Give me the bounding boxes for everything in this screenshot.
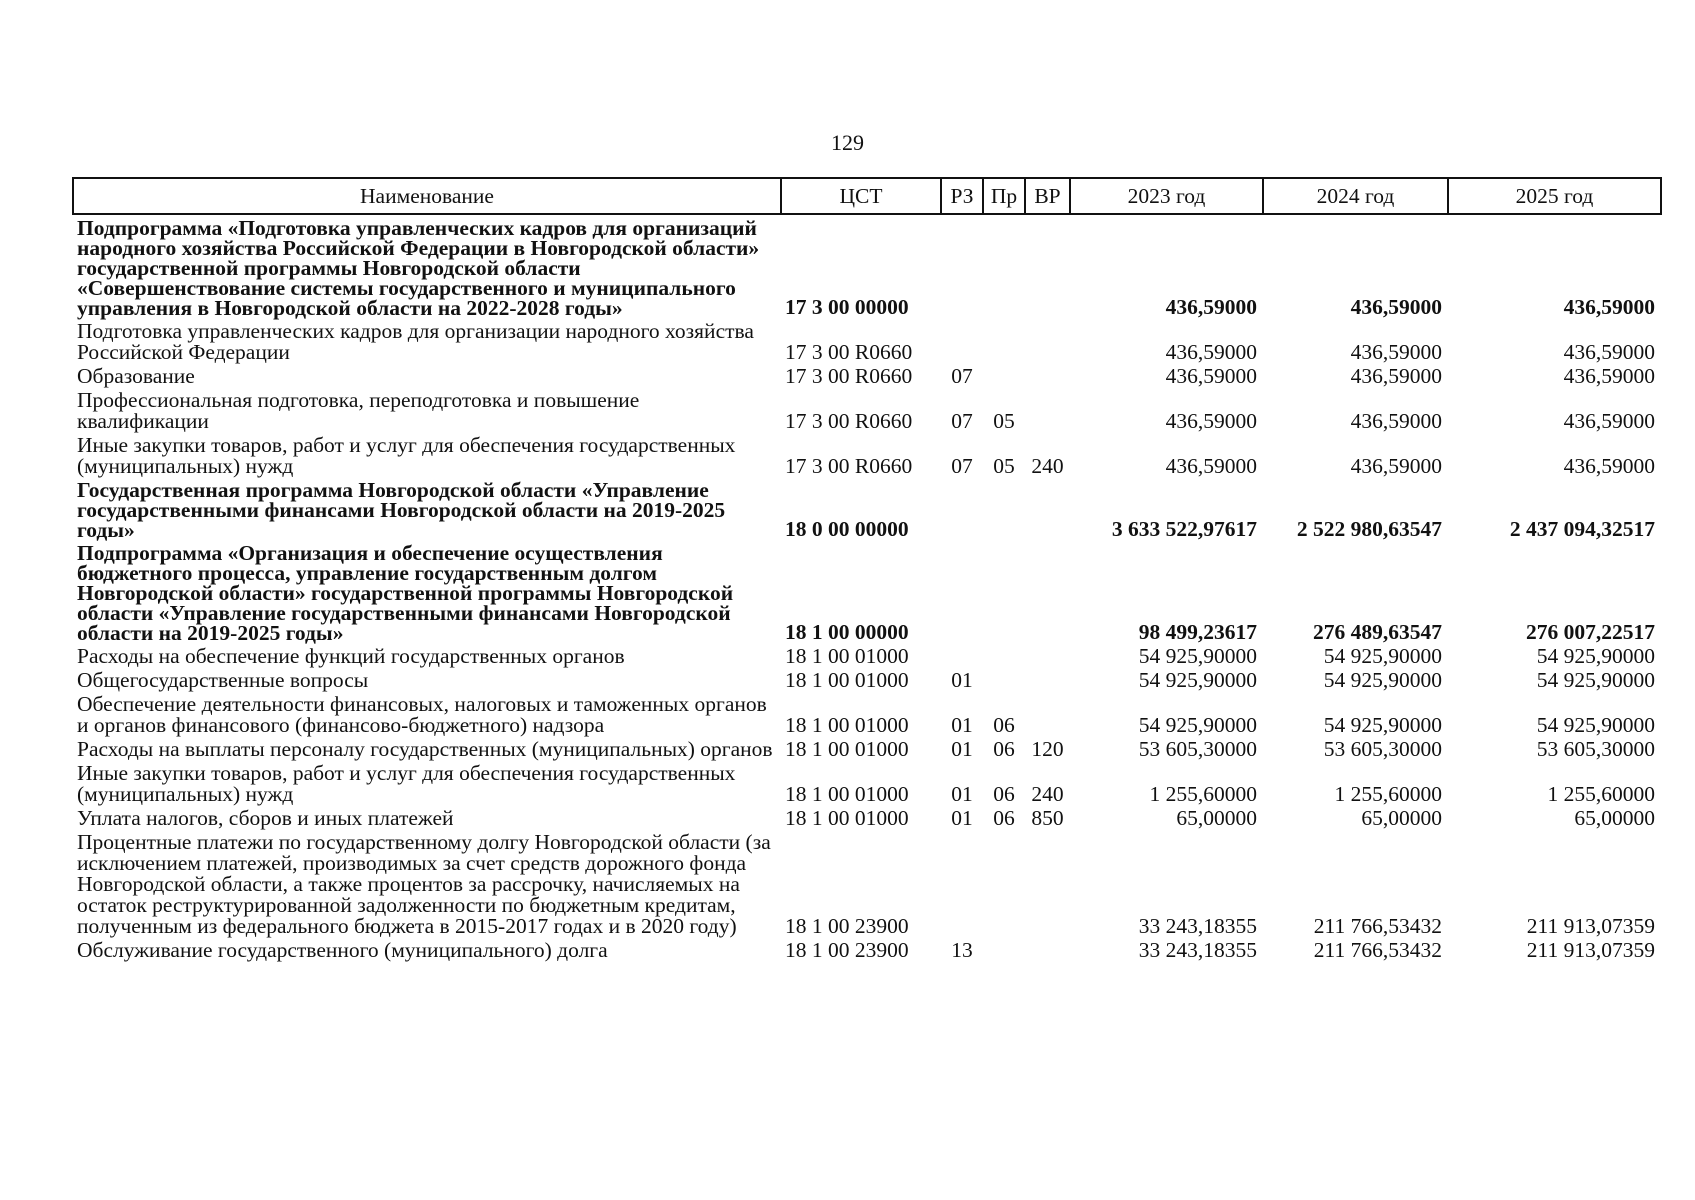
row-name: Профессиональная подготовка, переподготовка и повышение квалификации [77,388,640,433]
table-row [73,432,1661,477]
row-cst: 18 1 00 23900 [785,914,909,938]
row-amount-2025: 1 255,60000 [1547,782,1655,806]
row-pr [983,214,1025,318]
row-cst: 17 3 00 R0660 [785,340,913,364]
row-cst: 18 1 00 01000 [785,644,909,668]
row-amount-2023: 1 255,60000 [1149,782,1257,806]
row-amount-2025: 436,59000 [1563,409,1655,433]
row-amount-2024: 65,00000 [1361,806,1442,830]
row-vr [1025,937,1070,961]
row-vr [1025,643,1070,667]
row-rz [941,214,983,318]
row-pr [983,643,1025,667]
row-pr [983,318,1025,363]
row-rz [941,540,983,643]
table-header-row [73,178,1661,214]
row-amount-2023: 33 243,18355 [1138,914,1257,938]
header-vr: ВР [1025,178,1070,214]
row-rz: 01 [951,713,973,737]
row-amount-2024: 1 255,60000 [1334,782,1442,806]
row-amount-2024: 436,59000 [1350,409,1442,433]
table-row [73,667,1661,691]
row-amount-2023: 54 925,90000 [1138,644,1257,668]
row-pr [983,667,1025,691]
row-name: Общегосударственные вопросы [77,668,369,692]
budget-table [72,177,1662,961]
row-name: Подготовка управленческих кадров для организации народного хозяйства Российской Федерации [77,319,754,364]
row-amount-2024: 54 925,90000 [1323,644,1442,668]
row-vr: 240 [1031,454,1064,478]
row-pr [983,937,1025,961]
row-amount-2024: 2 522 980,63547 [1296,517,1442,541]
header-name: Наименование [73,178,781,214]
row-amount-2025: 436,59000 [1563,340,1655,364]
row-amount-2025: 54 925,90000 [1536,644,1655,668]
row-pr: 05 [993,409,1015,433]
row-vr [1025,387,1070,432]
row-name: Подпрограмма «Организация и обеспечение осуществления бюджетного процесса, управление государственным долгом Новгородской области» государственной программы Новгородской области «Управление государственными финансами Новгородской области на 2019-2025 годы» [77,541,734,645]
row-rz [941,477,983,540]
row-amount-2024: 53 605,30000 [1323,737,1442,761]
row-vr [1025,363,1070,387]
row-vr [1025,540,1070,643]
row-cst: 18 1 00 01000 [785,713,909,737]
row-cst: 18 1 00 01000 [785,782,909,806]
row-vr [1025,477,1070,540]
row-cst: 17 3 00 R0660 [785,364,913,388]
row-pr: 06 [993,806,1015,830]
row-amount-2025: 211 913,07359 [1526,938,1655,962]
row-amount-2024: 54 925,90000 [1323,713,1442,737]
row-cst: 18 0 00 00000 [785,517,909,541]
row-vr [1025,829,1070,937]
row-cst: 18 1 00 01000 [785,668,909,692]
row-amount-2025: 436,59000 [1563,364,1655,388]
table-row [73,540,1661,643]
row-amount-2023: 53 605,30000 [1138,737,1257,761]
row-rz: 07 [951,454,973,478]
row-amount-2025: 65,00000 [1574,806,1655,830]
row-rz: 07 [951,409,973,433]
row-rz: 01 [951,737,973,761]
row-rz [941,318,983,363]
row-pr: 06 [993,737,1015,761]
row-cst: 17 3 00 R0660 [785,409,913,433]
table-row [73,937,1661,961]
table-row [73,477,1661,540]
row-amount-2024: 436,59000 [1350,364,1442,388]
row-pr: 06 [993,713,1015,737]
page-number: 129 [831,130,864,155]
row-name: Иные закупки товаров, работ и услуг для обеспечения государственных (муниципальных) нужд [77,433,736,478]
row-cst: 18 1 00 23900 [785,938,909,962]
row-amount-2024: 436,59000 [1350,295,1442,319]
table-row [73,691,1661,736]
row-amount-2023: 436,59000 [1165,454,1257,478]
table-row [73,363,1661,387]
row-cst: 18 1 00 01000 [785,806,909,830]
table-row [73,214,1661,318]
row-rz: 13 [951,938,973,962]
row-amount-2023: 436,59000 [1165,340,1257,364]
row-amount-2024: 436,59000 [1350,340,1442,364]
row-name: Расходы на выплаты персоналу государственных (муниципальных) органов [77,737,773,761]
row-amount-2023: 3 633 522,97617 [1111,517,1257,541]
row-name: Иные закупки товаров, работ и услуг для обеспечения государственных (муниципальных) нужд [77,761,736,806]
row-name: Обслуживание государственного (муниципального) долга [77,938,608,962]
row-name: Государственная программа Новгородской области «Управление государственными финансами Новгородской области на 2019-2025 годы» [77,478,726,542]
row-rz [941,643,983,667]
row-amount-2023: 98 499,23617 [1138,620,1257,644]
row-vr [1025,318,1070,363]
table-row [73,643,1661,667]
row-vr: 120 [1031,737,1064,761]
row-rz: 01 [951,668,973,692]
row-name: Уплата налогов, сборов и иных платежей [77,806,454,830]
row-name: Образование [77,364,195,388]
header-rz: РЗ [941,178,983,214]
row-amount-2025: 54 925,90000 [1536,713,1655,737]
row-amount-2023: 33 243,18355 [1138,938,1257,962]
table-row [73,829,1661,937]
row-rz: 07 [951,364,973,388]
row-amount-2025: 436,59000 [1563,295,1655,319]
table-row [73,387,1661,432]
row-amount-2023: 436,59000 [1165,364,1257,388]
row-vr [1025,667,1070,691]
row-amount-2023: 65,00000 [1176,806,1257,830]
header-pr: Пр [983,178,1025,214]
table-row [73,318,1661,363]
row-amount-2024: 276 489,63547 [1313,620,1442,644]
row-pr [983,477,1025,540]
row-amount-2025: 211 913,07359 [1526,914,1655,938]
row-pr [983,363,1025,387]
row-amount-2025: 436,59000 [1563,454,1655,478]
row-cst: 18 1 00 01000 [785,737,909,761]
row-pr [983,829,1025,937]
row-rz: 01 [951,806,973,830]
row-name: Обеспечение деятельности финансовых, налоговых и таможенных органов и органов финансового (финансово-бюджетного) надзора [77,692,767,737]
row-cst: 17 3 00 00000 [785,295,909,319]
row-amount-2024: 436,59000 [1350,454,1442,478]
table-row [73,805,1661,829]
row-pr: 05 [993,454,1015,478]
row-rz [941,829,983,937]
row-amount-2024: 54 925,90000 [1323,668,1442,692]
header-2024: 2024 год [1263,178,1448,214]
row-amount-2024: 211 766,53432 [1313,938,1442,962]
table-row [73,736,1661,760]
row-amount-2025: 54 925,90000 [1536,668,1655,692]
row-amount-2023: 54 925,90000 [1138,668,1257,692]
row-amount-2025: 2 437 094,32517 [1509,517,1655,541]
row-amount-2025: 53 605,30000 [1536,737,1655,761]
row-amount-2024: 211 766,53432 [1313,914,1442,938]
row-vr: 240 [1031,782,1064,806]
row-pr [983,540,1025,643]
row-name: Процентные платежи по государственному долгу Новгородской области (за исключением платежей, производимых за счет средств дорожного фонда Новгородской области, а также процентов за рассрочку, начисляемых на остаток реструктурированной задолженности по бюджетным кредитам, полученным из федерального бюджета в 2015-2017 годах и в 2020 году) [77,830,771,938]
row-name: Подпрограмма «Подготовка управленческих кадров для организаций народного хозяйства Российской Федерации в Новгородской области» государственной программы Новгородской области «Совершенствование системы государственного и муниципального управления в Новгородской области на 2022-2028 годы» [77,216,760,320]
header-2023: 2023 год [1070,178,1263,214]
row-pr: 06 [993,782,1015,806]
row-amount-2025: 276 007,22517 [1526,620,1655,644]
row-cst: 18 1 00 00000 [785,620,909,644]
header-2025: 2025 год [1448,178,1661,214]
table-row [73,760,1661,805]
row-amount-2023: 54 925,90000 [1138,713,1257,737]
row-amount-2023: 436,59000 [1165,295,1257,319]
row-name: Расходы на обеспечение функций государственных органов [77,644,625,668]
row-cst: 17 3 00 R0660 [785,454,913,478]
row-vr: 850 [1031,806,1064,830]
row-vr [1025,214,1070,318]
row-vr [1025,691,1070,736]
row-amount-2023: 436,59000 [1165,409,1257,433]
header-cst: ЦСТ [781,178,941,214]
row-rz: 01 [951,782,973,806]
